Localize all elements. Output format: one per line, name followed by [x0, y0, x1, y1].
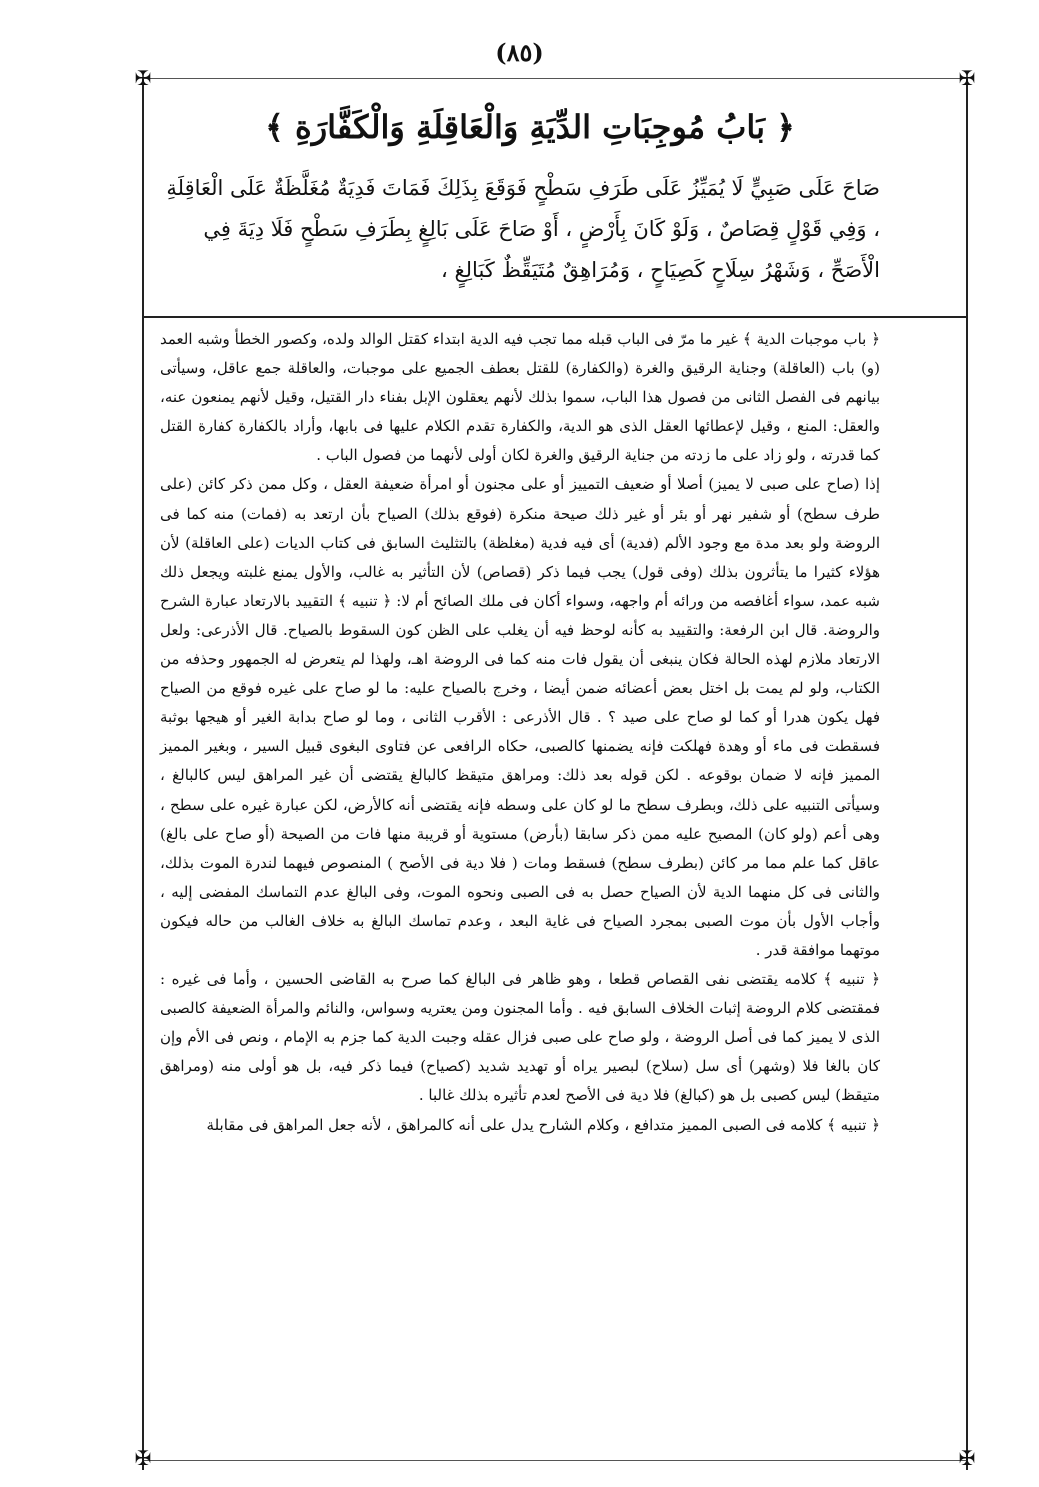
commentary-paragraph: إذا (صاح على صبى لا يميز) أصلا أو ضعيف التمييز أو على مجنون أو امرأة ضعيفة العقل ، وكل ممن ذكر كائن (على طرف سطح) أو شفير نهر أو بئر أو غير ذلك صيحة منكرة (فوقع بذلك) الصياح بأن ارتعد به (فمات) منه كما فى الروضة ولو بعد مدة مع وجود الألم (فدية) أى فيه فدية (مغلظة) بالتثليث السابق فى كتاب الديات (على العاقلة) لأن هؤلاء كثيرا ما يتأثرون بذلك (وفى قول) يجب فيما ذكر (قصاص) لأن التأثير به غالب، والأول يمنع غلبته ويجعل ذلك شبه عمد، سواء أغافصه من ورائه أم واجهه، وسواء أكان فى ملك الصائح أم لا: ﴿ تنبيه ﴾ التقييد بالارتعاد عبارة الشرح والروضة. قال ابن الرفعة: والتقييد به كأنه لوحظ فيه أن يغلب على الظن كون السقوط بالصياح. قال الأذرعى: ولعل الارتعاد ملازم لهذه الحالة فكان ينبغى أن يقول فات منه كما فى الروضة اهـ، ولهذا لم يتعرض له الجمهور وحذفه من الكتاب، ولو لم يمت بل اختل بعض أعضائه ضمن أيضا ، وخرج بالصياح عليه: ما لو صاح على غيره فوقع من الصياح فهل يكون هدرا أو كما لو صاح على صيد ؟ . قال الأذرعى : الأقرب الثانى ، وما لو صاح بدابة الغير أو هيجها بوثبة فسقطت فى ماء أو وهدة فهلكت فإنه يضمنها كالصبى، حكاه الرافعى عن فتاوى البغوى قبيل السير ، وبغير المميز المميز فإنه لا ضمان بوقوعه . لكن قوله بعد ذلك: ومراهق متيقظ كالبالغ يقتضى أن غير المراهق ليس كالبالغ ، وسيأتى التنبيه على ذلك، وبطرف سطح ما لو كان على وسطه فإنه يقتضى أنه كالأرض، لكن عبارة غيره على سطح ، وهى أعم (ولو كان) المصيح عليه ممن ذكر سابقا (بأرض) مستوية أو قريبة منها فات من الصيحة (أو صاح على بالغ) عاقل كما علم مما مر كائن (بطرف سطح) فسقط ومات ( فلا دية فى الأصح ) المنصوص فيهما لندرة الموت بذلك، والثانى فى كل منهما الدية لأن الصياح حصل به فى الصبى ونحوه الموت، وفى البالغ عدم التماسك المفضى إليه ، وأجاب الأول بأن موت الصبى بمجرد الصياح فى غاية البعد ، وعدم تماسك البالغ به خلاف الغالب من حاله فيكون موتهما موافقة قدر . [160, 475, 881, 959]
frame-divider-line [142, 316, 968, 318]
frame-left-border [142, 78, 144, 1470]
corner-ornament-icon: ✠ [134, 1446, 152, 1470]
matn-paragraph: صَاحَ عَلَى صَبِيٍّ لَا يُمَيِّزُ عَلَى طَرَفِ سَطْحٍ فَوَقَعَ بِذَلِكَ فَمَاتَ فَدِيَةٌ مُغَلَّظَةٌ عَلَى الْعَاقِلَةِ ، وَفِي قَوْلٍ قِصَاصٌ ، وَلَوْ كَانَ بِأَرْضٍ ، أَوْ صَاحَ عَلَى بَالِغٍ بِطَرَفِ سَطْحٍ فَلَا دِيَةَ فِي الْأَصَحِّ ، وَشَهْرُ سِلَاحٍ كَصِيَاحٍ ، وَمُرَاهِقٌ مُتَيَقِّظٌ كَبَالِغٍ ، [166, 176, 880, 282]
corner-ornament-icon: ✠ [958, 1446, 976, 1470]
frame-right-border [966, 78, 968, 1470]
matn-text-block [160, 168, 880, 291]
commentary-paragraph: ﴿ باب موجبات الدية ﴾ غير ما مرّ فى الباب قبله مما تجب فيه الدية ابتداء كقتل الوالد ولده، وكصور الخطأ وشبه العمد (و) باب (العاقلة) وجناية الرقيق والغرة (والكفارة) للقتل بعطف الجميع على موجبات، والعاقلة جمع عاقل، وسيأتى بيانهم فى الفصل الثانى من فصول هذا الباب، سموا بذلك لأنهم يعقلون الإبل بفناء دار القتيل، وقيل لأنهم يمنعون عنه، والعقل: المنع ، وقيل لإعطائها العقل الذى هو الدية، والكفارة تقدم الكلام عليها فى بابها، وأراد بالكفارة كفارة القتل كما قدرته ، ولو زاد على ما زدته من جناية الرقيق والغرة لكان أولى لأنهما من فصول الباب . [160, 330, 880, 465]
chapter-title: ﴿ بَابُ مُوجِبَاتِ الدِّيَةِ وَالْعَاقِلَةِ وَالْكَفَّارَةِ ﴾ [265, 108, 795, 146]
frame-top-line [142, 78, 968, 79]
frame-bottom-line [142, 1460, 968, 1461]
commentary-text-block [160, 325, 880, 1140]
corner-ornament-icon: ✠ [134, 66, 152, 90]
commentary-paragraph: ﴿ تنبيه ﴾ كلامه يقتضى نفى القصاص قطعا ، وهو ظاهر فى البالغ كما صرح به القاضى الحسين ، وأما فى غيره : فمقتضى كلام الروضة إثبات الخلاف السابق فيه . وأما المجنون ومن يعتريه وسواس، والنائم والمرأة الضعيفة كالصبى الذى لا يميز كما فى أصل الروضة ، ولو صاح على صبى فزال عقله وجبت الدية كما جزم به الإمام ، ونص فى الأم وإن كان بالغا فلا (وشهر) أى سل (سلاح) لبصير يراه أو تهديد شديد (كصياح) فيما ذكر فيه، بل هو أولى منه (ومراهق متيقظ) ليس كصبى بل هو (كبالغ) فلا دية فى الأصح لعدم تأثيره بذلك غالبا . [160, 970, 880, 1105]
commentary-paragraph: ﴿ تنبيه ﴾ كلامه فى الصبى المميز متدافع ، وكلام الشارح يدل على أنه كالمراهق ، لأنه جعل المراهق فى مقابلة [206, 1115, 880, 1134]
corner-ornament-icon: ✠ [958, 66, 976, 90]
page-number: (٨٥) [495, 38, 544, 67]
